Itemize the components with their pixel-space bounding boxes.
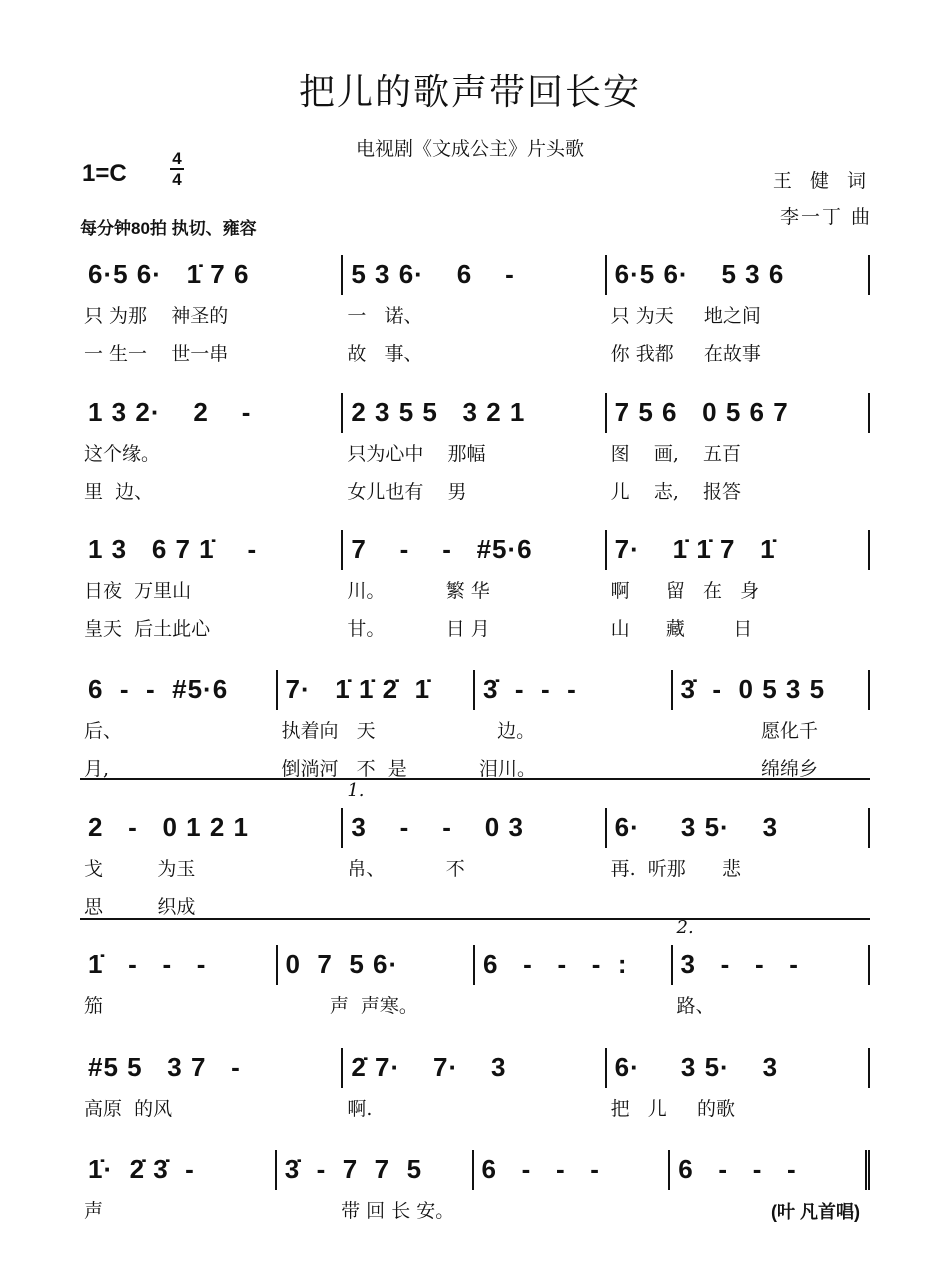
lyric-verse-1: 只为心中 那幅 (347, 443, 486, 465)
measure (343, 530, 606, 640)
lyric-verse-1: 后、 (84, 720, 123, 742)
jianpu-notes: 3̇ - 0 5 3 5 (680, 674, 826, 704)
measure (607, 393, 870, 503)
score-system (80, 255, 870, 365)
jianpu-notes: 2 - 0 1 2 1 (88, 812, 249, 842)
jianpu-notes: 3̇ - 7 7 5 (284, 1154, 423, 1184)
score-system (80, 530, 870, 640)
measure (80, 808, 343, 918)
jianpu-notes: 6 - - - (678, 1154, 797, 1184)
measure (607, 1048, 870, 1120)
measure (475, 945, 673, 985)
jianpu-notes: 7· 1̇ 1̇ 7 1̇ (614, 534, 776, 564)
lyric-verse-1: 这个缘。 (84, 443, 161, 465)
lyric-verse-1: 帛、 不 (347, 858, 465, 880)
lyric-verse-2: 泪川。 (479, 758, 537, 780)
volta-label: 1. (347, 780, 365, 801)
tempo-marking: 每分钟80拍 执切、雍容 (80, 219, 257, 238)
jianpu-notes: 1̇· 2̇ 3̇ - (88, 1154, 195, 1184)
score-system (80, 917, 870, 1017)
measure (278, 945, 476, 1017)
jianpu-notes: 5 3 6· 6 - (351, 259, 515, 289)
volta-bracket-line (80, 918, 870, 920)
lyric-verse-1: 再. 听那 悲 (610, 858, 742, 880)
measure (607, 255, 870, 365)
lyric-verse-1: 啊. (347, 1098, 373, 1120)
lyric-verse-1: 路、 (676, 995, 715, 1017)
measure (80, 530, 343, 640)
measure (343, 393, 606, 503)
lyricist-credit: 王 健 词 (772, 170, 872, 192)
lyric-verse-1: 日夜 万里山 (84, 580, 192, 602)
lyric-verse-1: 图 画, 五百 (610, 443, 742, 465)
lyric-verse-2: 你 我都 在故事 (610, 343, 761, 365)
jianpu-notes: 1̇ - - - (88, 949, 207, 979)
score-system (80, 393, 870, 503)
score-system (80, 1048, 870, 1120)
jianpu-notes: 6·5 6· 1̇ 7 6 (88, 259, 250, 289)
lyric-verse-2: 甘。 日 月 (347, 618, 490, 640)
song-title: 把儿的歌声带回长安 (298, 72, 641, 113)
jianpu-notes: 7 5 6 0 5 6 7 (614, 397, 789, 427)
measure (80, 1150, 277, 1222)
lyric-verse-2: 里 边、 (84, 481, 154, 503)
time-signature-top: 4 (172, 149, 182, 168)
measure (80, 1048, 343, 1120)
lyric-verse-1: 高原 的风 (84, 1098, 173, 1120)
jianpu-notes: 3̇ - - - (483, 674, 577, 704)
jianpu-notes: 3 - - - (680, 949, 799, 979)
lyric-verse-2: 倒淌河 不 是 (281, 758, 407, 780)
lyric-verse-1: 愿化千 (676, 720, 819, 742)
jianpu-notes: 2 3 5 5 3 2 1 (351, 397, 526, 427)
jianpu-notes: 3 - - 0 3 (351, 812, 524, 842)
lyric-verse-1: 声 (84, 1200, 104, 1222)
lyric-verse-2: 女儿也有 男 (347, 481, 467, 503)
jianpu-notes: 1 3 6 7 1̇ - (88, 534, 258, 564)
measure (474, 1150, 671, 1190)
lyric-verse-2: 儿 志, 报答 (610, 481, 742, 503)
jianpu-notes: 0 7 5 6· (285, 949, 399, 979)
measure (673, 917, 871, 1017)
jianpu-notes: 1 3 2· 2 - (88, 397, 252, 427)
jianpu-notes: 7· 1̇ 1̇ 2̇ 1̇ (285, 674, 431, 704)
lyric-verse-1: 边。 (479, 720, 536, 742)
lyric-verse-1: 一 诺、 (347, 305, 423, 327)
lyric-verse-1: 戈 为玉 (84, 858, 196, 880)
measure (343, 780, 606, 880)
measure (80, 945, 278, 1017)
jianpu-notes: 6·5 6· 5 3 6 (614, 259, 785, 289)
measure (343, 255, 606, 365)
jianpu-notes: 6· 3 5· 3 (614, 1052, 779, 1082)
jianpu-notes: 6 - - - (481, 1154, 600, 1184)
performer-credit: (叶 凡首唱) (771, 1202, 860, 1222)
jianpu-notes: 2̇ 7· 7· 3 (351, 1052, 507, 1082)
lyric-verse-2: 月, (84, 758, 110, 780)
jianpu-notes: 6 - - - : (483, 949, 628, 979)
lyric-verse-1: 啊 留 在 身 (610, 580, 760, 602)
lyric-verse-2: 山 藏 日 (610, 618, 753, 640)
jianpu-notes: #5 5 3 7 - (88, 1052, 241, 1082)
jianpu-notes: 7 - - #5·6 (351, 534, 533, 564)
lyric-verse-1: 川。 繁 华 (347, 580, 490, 602)
lyric-verse-1: 声 声寒。 (281, 995, 418, 1017)
volta-label: 2. (676, 917, 694, 938)
lyric-verse-2: 故 事、 (347, 343, 423, 365)
time-signature-bottom: 4 (172, 170, 182, 189)
measure (278, 670, 476, 780)
lyric-verse-1: 带 回 长 安。 (280, 1200, 455, 1222)
lyric-verse-2: 思 织成 (84, 896, 196, 918)
composer-credit: 李一丁 曲 (779, 206, 872, 228)
lyric-verse-1: 执着向 天 (281, 720, 376, 742)
lyric-verse-1: 笳 (84, 995, 104, 1017)
key-signature: 1=C (82, 160, 127, 187)
measure (80, 670, 278, 780)
measure (277, 1150, 474, 1222)
lyric-verse-1: 只 为天 地之间 (610, 305, 761, 327)
score-system (80, 780, 870, 918)
song-subtitle: 电视剧《文成公主》片头歌 (355, 138, 584, 160)
lyric-verse-1: 只 为那 神圣的 (84, 305, 229, 327)
jianpu-notes: 6 - - #5·6 (88, 674, 229, 704)
lyric-verse-2: 绵绵乡 (676, 758, 819, 780)
measure (670, 1150, 870, 1190)
time-signature (170, 150, 184, 188)
score-system (80, 670, 870, 780)
lyric-verse-2: 一 生一 世一串 (84, 343, 229, 365)
lyric-verse-1: 把 儿 的歌 (610, 1098, 735, 1120)
measure (673, 670, 871, 780)
measure (607, 530, 870, 640)
measure (475, 670, 673, 780)
measure (343, 1048, 606, 1120)
measure (80, 255, 343, 365)
jianpu-notes: 6· 3 5· 3 (614, 812, 779, 842)
lyric-verse-2: 皇天 后土此心 (84, 618, 211, 640)
measure (80, 393, 343, 503)
measure (607, 808, 870, 880)
